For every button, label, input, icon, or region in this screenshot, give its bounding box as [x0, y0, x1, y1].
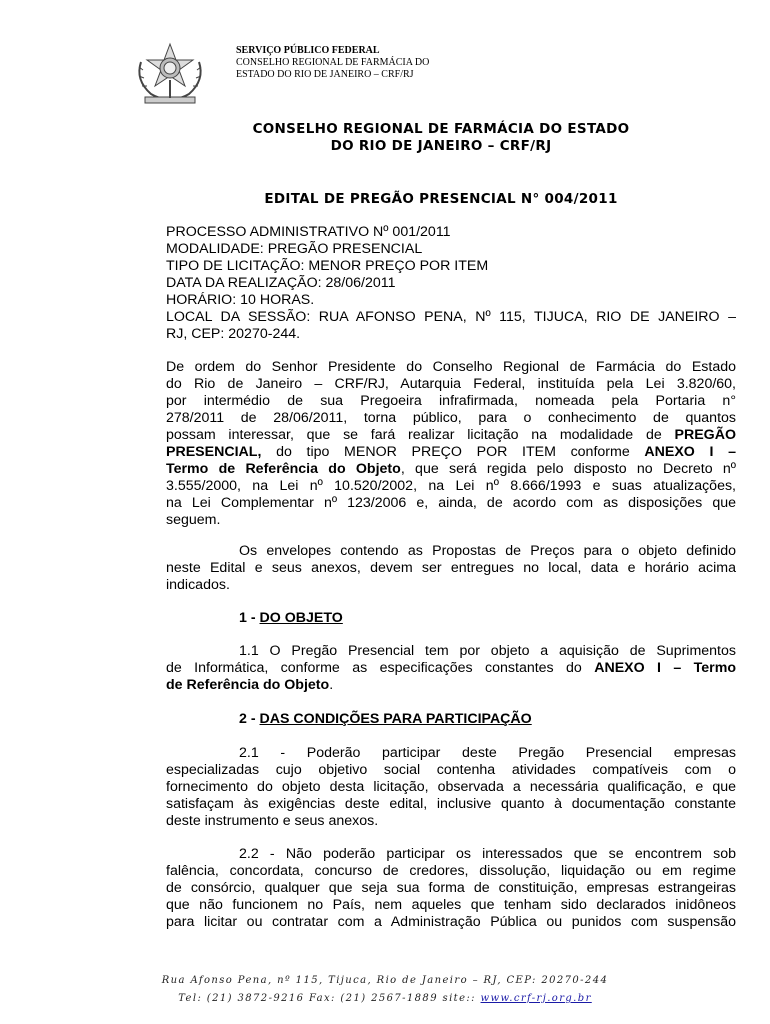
paragraph-line: satisfaçam às exigências deste edital, inclusive quanto à documentação constante: [166, 796, 736, 812]
national-coat-of-arms-icon: [131, 40, 209, 106]
bold-text: ANEXO I – Termo: [594, 660, 736, 676]
paragraph-line: seguem.: [166, 512, 221, 528]
info-line: HORÁRIO: 10 HORAS.: [166, 292, 315, 308]
info-line: TIPO DE LICITAÇÃO: MENOR PREÇO POR ITEM: [166, 258, 489, 274]
bold-text: Termo de Referência do Objeto: [166, 461, 401, 477]
paragraph-line: 2.1 - Poderão participar deste Pregão Presencial empresas: [239, 745, 736, 761]
institution-header: [236, 45, 429, 81]
paragraph-line: deste instrumento e seus anexos.: [166, 813, 379, 829]
info-line: PROCESSO ADMINISTRATIVO Nº 001/2011: [166, 224, 451, 240]
bold-text: PRESENCIAL,: [166, 444, 262, 460]
text-span: do tipo MENOR PREÇO POR ITEM conforme: [276, 444, 630, 460]
bold-text: PREGÃO: [674, 427, 736, 443]
paragraph-line: do Rio de Janeiro – CRF/RJ, Autarquia Federal, instituída pela Lei 3.820/60,: [166, 376, 736, 392]
bold-text: de Referência do Objeto: [166, 677, 330, 693]
paragraph-line: 3.555/2000, na Lei nº 10.520/2002, na Lei nº 8.666/1993 e suas atualizações,: [166, 478, 736, 494]
paragraph-line: na Lei Complementar nº 123/2006 e, ainda, de acordo com as disposições que: [166, 495, 736, 511]
envelopes-paragraph: [166, 543, 736, 594]
paragraph-line: De ordem do Senhor Presidente do Conselho Regional de Farmácia do Estado: [166, 359, 736, 375]
paragraph-line: por intermédio de sua Pregoeira infrafirmada, nomeada pela Portaria n°: [166, 393, 736, 409]
section-heading-1: [239, 610, 343, 626]
info-line: RJ, CEP: 20270-244.: [166, 326, 301, 342]
process-info: [166, 224, 736, 343]
paragraph-line: para licitar ou contratar com a Administração Pública ou punidos com suspensão: [166, 914, 736, 930]
document-title-line-1: CONSELHO REGIONAL DE FARMÁCIA DO ESTADO: [252, 121, 630, 137]
section-heading-2: [239, 711, 532, 727]
paragraph-line: especializadas cujo objetivo social contenha atividades compatíveis com o: [166, 762, 736, 778]
section-1-paragraph: [166, 643, 736, 694]
footer-site-link[interactable]: www.crf-rj.org.br: [480, 993, 592, 1004]
info-line: DATA DA REALIZAÇÃO: 28/06/2011: [166, 275, 396, 291]
text-span: , que será regida pelo disposto no Decreto nº: [400, 461, 736, 477]
document-title-line-2: DO RIO DE JANEIRO – CRF/RJ: [330, 138, 552, 154]
bold-text: ANEXO I –: [644, 444, 736, 460]
text-span: .: [329, 677, 334, 693]
header-line-3: ESTADO DO RIO DE JANEIRO – CRF/RJ: [236, 69, 414, 80]
paragraph-line: falência, concordata, concurso de credores, dissolução, liquidação ou em regime: [166, 863, 736, 879]
section-2-2-paragraph: [166, 846, 736, 931]
footer-contact: [0, 993, 770, 1004]
footer-phone-fax: Tel: (21) 3872-9216 Fax: (21) 2567-1889 site::: [178, 993, 476, 1004]
paragraph-line: 2.2 - Não poderão participar os interessados que se encontrem sob: [239, 846, 736, 862]
footer-address: Rua Afonso Pena, nº 115, Tijuca, Rio de Janeiro – RJ, CEP: 20270-244: [161, 975, 609, 986]
section-number: 1 -: [239, 610, 256, 626]
paragraph-line: fornecimento do objeto desta licitação, observada a necessária qualificação, e que: [166, 779, 736, 795]
paragraph-line: Os envelopes contendo as Propostas de Preços para o objeto definido: [239, 543, 736, 559]
paragraph-line: que não funcionem no País, nem aqueles que tenham sido declarados inidôneos: [166, 897, 736, 913]
edital-title: EDITAL DE PREGÃO PRESENCIAL N° 004/2011: [264, 191, 618, 207]
section-2-1-paragraph: [166, 745, 736, 830]
header-line-1: SERVIÇO PÚBLICO FEDERAL: [236, 45, 380, 56]
info-line: LOCAL DA SESSÃO: RUA AFONSO PENA, Nº 115, TIJUCA, RIO DE JANEIRO –: [166, 309, 736, 325]
section-number: 2 -: [239, 711, 256, 727]
paragraph-line: [166, 461, 736, 478]
text-span: possam interessar, que se fará realizar licitação na modalidade de: [166, 427, 662, 443]
info-line: MODALIDADE: PREGÃO PRESENCIAL: [166, 241, 423, 257]
paragraph-line: [166, 444, 736, 461]
intro-paragraph: [166, 359, 736, 529]
paragraph-line: 1.1 O Pregão Presencial tem por objeto a aquisição de Suprimentos: [239, 643, 736, 659]
paragraph-line: [166, 677, 736, 694]
paragraph-line: 278/2011 de 28/06/2011, torna público, para o conhecimento de quantos: [166, 410, 736, 426]
paragraph-line: [166, 427, 736, 444]
paragraph-line: [166, 660, 736, 677]
text-span: de Informática, conforme as especificações constantes do: [166, 660, 582, 676]
paragraph-line: indicados.: [166, 577, 230, 593]
paragraph-line: de consórcio, qualquer que seja sua forma de constituição, empresas estrangeiras: [166, 880, 736, 896]
header-line-2: CONSELHO REGIONAL DE FARMÁCIA DO: [236, 57, 430, 68]
section-title: DO OBJETO: [259, 610, 343, 626]
paragraph-line: neste Edital e seus anexos, devem ser entregues no local, data e horário acima: [166, 560, 736, 576]
section-title: DAS CONDIÇÕES PARA PARTICIPAÇÃO: [259, 711, 532, 727]
